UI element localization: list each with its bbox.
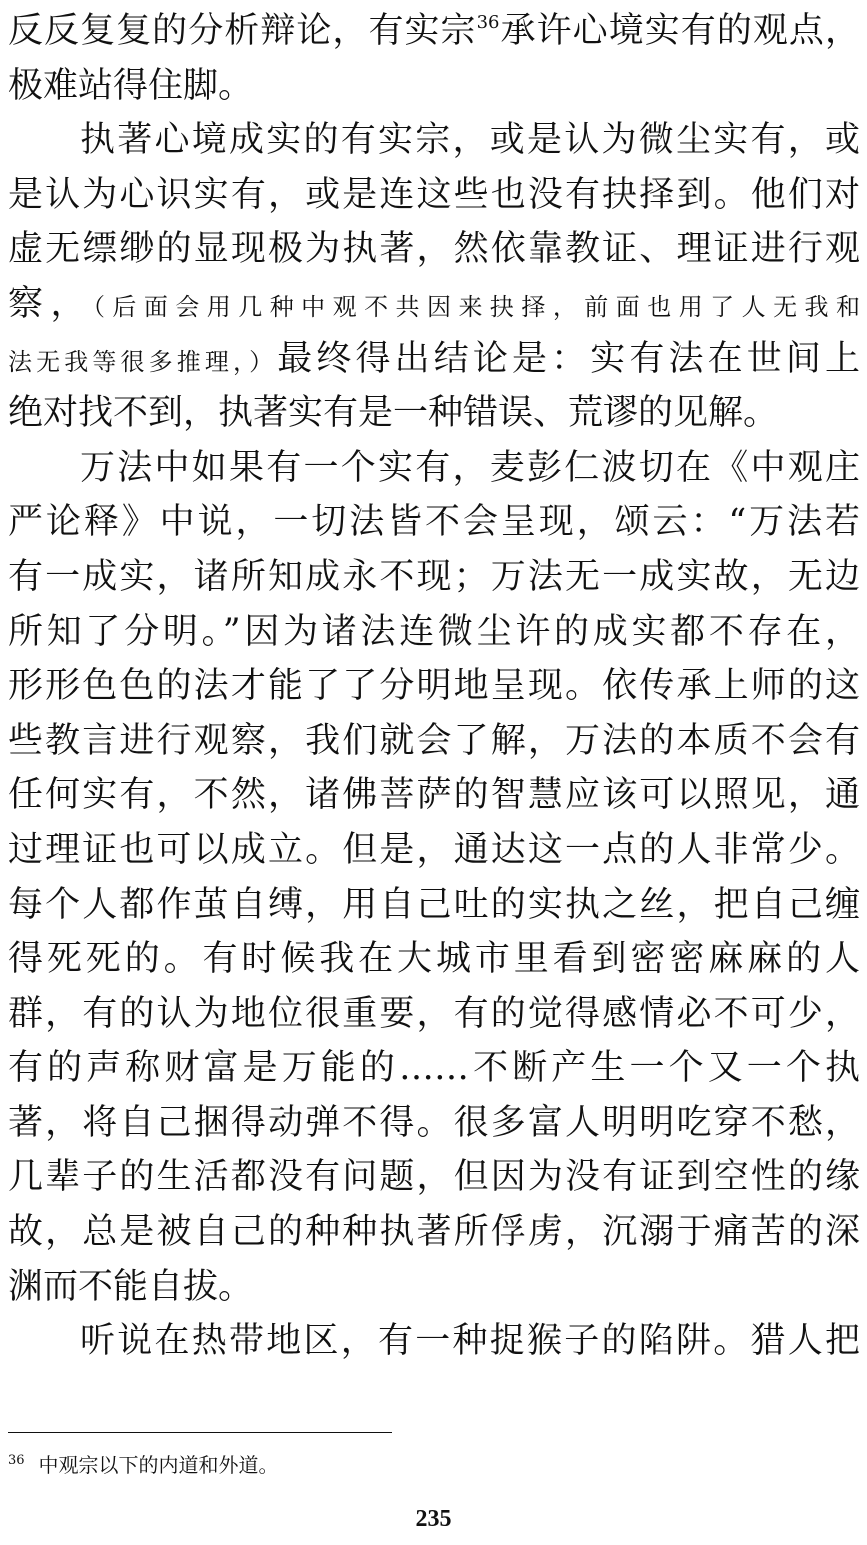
footnote [8,1451,279,1479]
text-line [8,332,860,387]
parenthetical-note: 法无我等很多推理，） [8,347,278,376]
text-line: 极难站得住脚。 [8,65,254,106]
text-line: 些教言进行观察，我们就会了解，万法的本质不会有 [8,720,860,761]
footnote-reference[interactable]: 36 [476,12,500,33]
footnote-marker: 36 [8,1453,25,1468]
text-line [8,277,860,332]
text-line: 渊而不能自拔。 [8,1266,254,1307]
text-line: 任何实有，不然，诸佛菩萨的智慧应该可以照见，通 [8,775,860,816]
footnote-text: 中观宗以下的内道和外道。 [38,1453,279,1477]
text-line [8,4,860,59]
text-segment: 最终得出结论是：实有法在世间上 [277,338,860,379]
page-number: 235 [415,1506,452,1532]
text-line: 绝对找不到，执著实有是一种错误、荒谬的见解。 [8,393,779,434]
text-line: 是认为心识实有，或是连这些也没有抉择到。他们对 [8,174,860,215]
text-line: 著，将自己捆得动弹不得。很多富人明明吃穿不愁， [8,1102,860,1143]
text-line: 群，有的认为地位很重要，有的觉得感情必不可少， [8,993,860,1034]
text-line: 每个人都作茧自缚，用自己吐的实执之丝，把自己缠 [8,884,860,925]
text-line: 所知了分明。”因为诸法连微尘许的成实都不存在， [8,611,860,652]
text-line: 虚无缥缈的显现极为执著，然依靠教证、理证进行观 [8,229,860,270]
text-line: 有一成实，诸所知成永不现；万法无一成实故，无边 [8,556,860,597]
footnote-divider [8,1432,392,1433]
text-line: 形形色色的法才能了了分明地呈现。依传承上师的这 [8,666,860,707]
text-line: 几辈子的生活都没有问题，但因为没有证到空性的缘 [8,1157,860,1198]
text-line: 得死死的。有时候我在大城市里看到密密麻麻的人 [8,939,860,980]
page-body [8,4,860,1369]
text-line: 故，总是被自己的种种执著所俘虏，沉溺于痛苦的深 [8,1212,860,1253]
text-segment: 察， [8,283,93,324]
paragraph-first-line: 执著心境成实的有实宗，或是认为微尘实有，或 [80,120,860,161]
text-line: 有的声称财富是万能的……不断产生一个又一个执 [8,1048,860,1089]
text-line: 过理证也可以成立。但是，通达这一点的人非常少。 [8,829,860,870]
paragraph-first-line: 听说在热带地区，有一种捉猴子的陷阱。猎人把 [80,1321,860,1362]
paragraph-first-line: 万法中如果有一个实有，麦彭仁波切在《中观庄 [80,447,860,488]
text-segment: 承许心境实有的观点， [499,11,860,51]
text-line: 严论释》中说，一切法皆不会呈现，颂云：“万法若 [8,502,860,543]
parenthetical-note: （后面会用几种中观不共因来抉择，前面也用了人无我和 [92,292,860,321]
text-segment: 反反复复的分析辩论，有实宗 [8,11,477,51]
